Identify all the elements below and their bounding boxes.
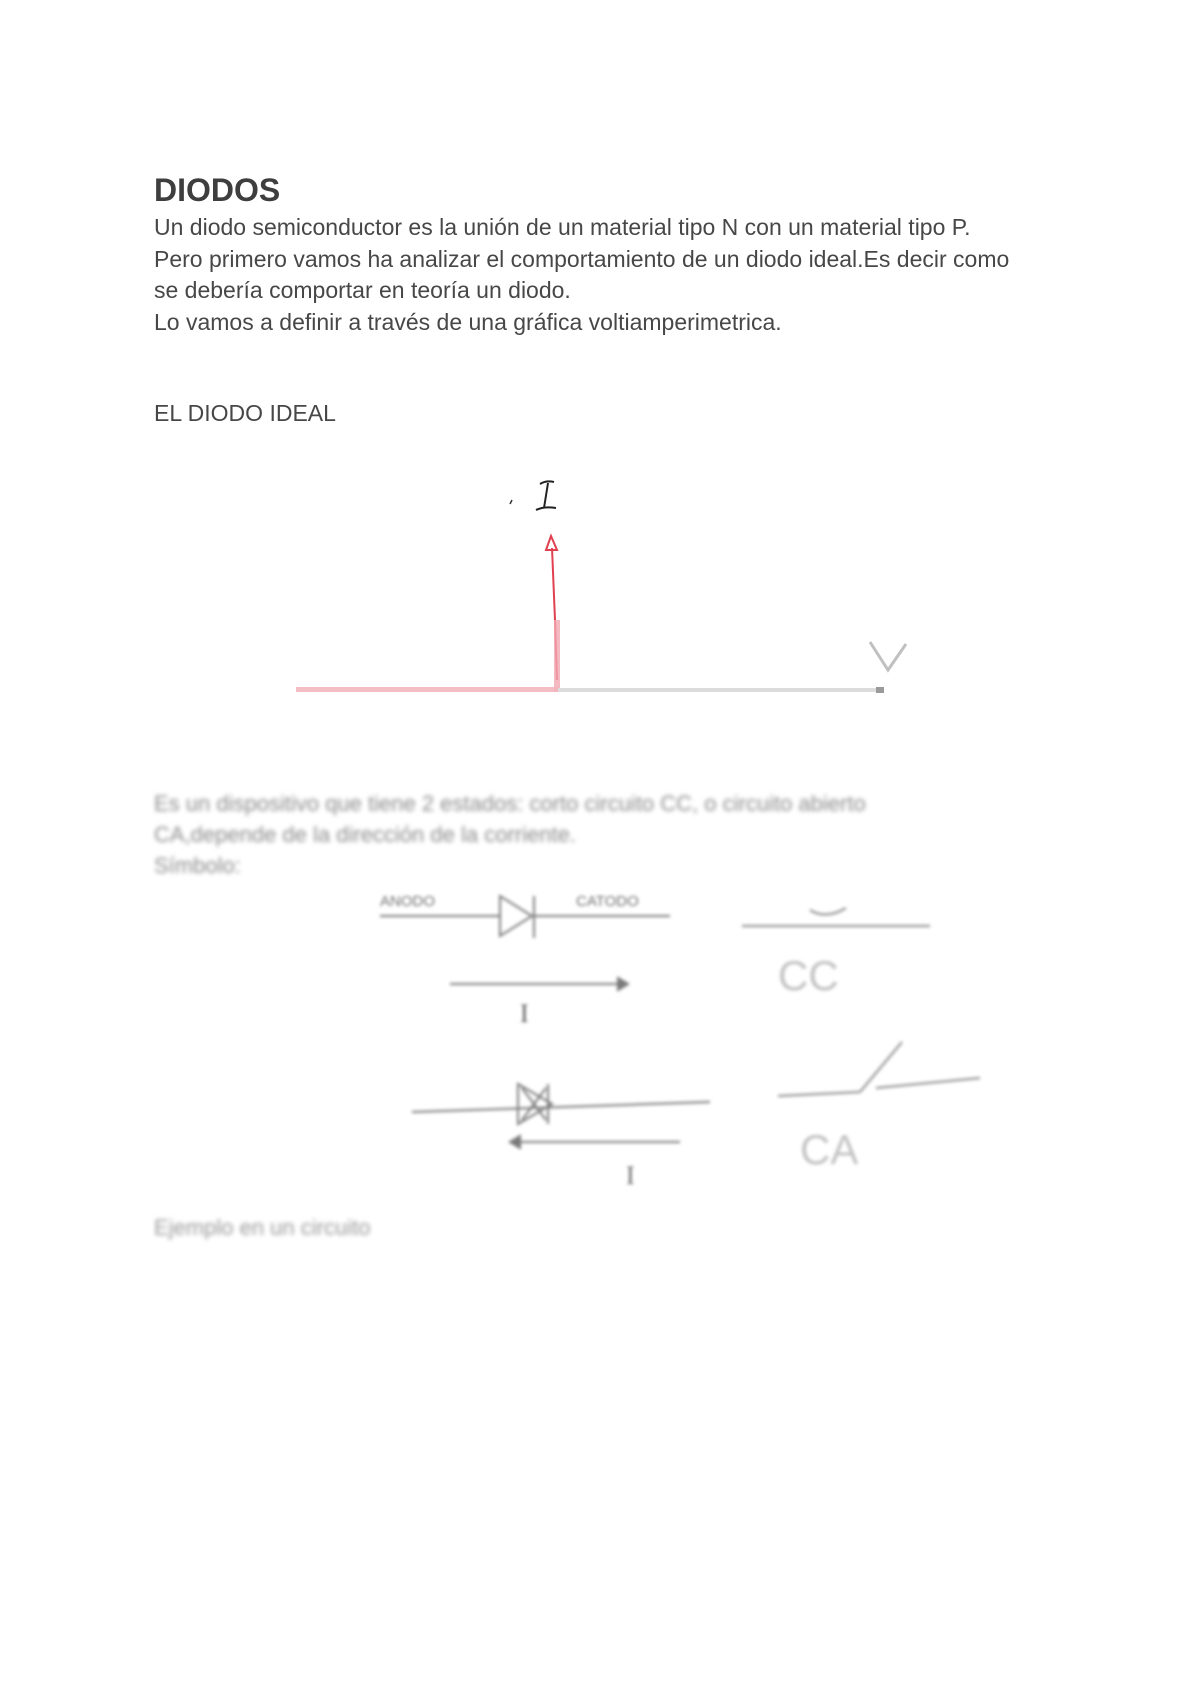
current-label-1: I	[520, 999, 529, 1028]
document-title: DIODOS	[154, 172, 281, 208]
diode-symbol-sketch	[370, 880, 990, 1200]
intro-line-3: Lo vamos a definir a través de una gráfica voltiamperimetrica.	[154, 308, 782, 335]
x-axis-arrow	[876, 687, 884, 693]
open-circuit-label: CA	[800, 1126, 859, 1173]
blurred-line-3: Símbolo:	[154, 853, 241, 878]
anode-label: ANODO	[380, 893, 436, 910]
open-circuit-symbol	[778, 1042, 980, 1096]
y-axis-label-glyph	[536, 481, 556, 510]
short-circuit-symbol	[742, 908, 930, 926]
diode-reverse-symbol	[412, 1084, 710, 1124]
intro-paragraph	[154, 212, 1034, 338]
reverse-current-arrow	[510, 1136, 680, 1148]
stray-mark	[510, 500, 512, 504]
x-axis-label-glyph	[870, 642, 906, 670]
cathode-label: CATODO	[576, 893, 639, 910]
y-axis-label: I	[580, 493, 581, 495]
ideal-curve-horizontal	[296, 687, 558, 692]
intro-line-1: Un diodo semiconductor es la unión de un material tipo N con un material tipo P.	[154, 214, 971, 240]
example-circuit-line: Ejemplo en un circuito	[154, 1215, 371, 1240]
diode-states-text	[154, 788, 1034, 881]
intro-line-2: Pero primero vamos ha analizar el comportamiento de un diodo ideal.Es decir como se debería comportar en teoría un diodo.	[154, 245, 1010, 303]
ideal-diode-graph	[280, 470, 960, 770]
ideal-curve-vertical	[546, 536, 560, 692]
x-axis-label: V	[920, 659, 922, 661]
short-circuit-label: CC	[778, 952, 839, 999]
section-heading-ideal-diode: EL DIODO IDEAL	[154, 400, 336, 426]
blurred-line-1: Es un dispositivo que tiene 2 estados: corto circuito CC, o circuito abierto	[154, 791, 866, 816]
current-arrow	[450, 978, 628, 990]
blurred-line-2: CA,depende de la dirección de la corriente.	[154, 822, 576, 847]
x-axis-line	[558, 688, 878, 692]
current-label-2: I	[626, 1161, 635, 1190]
